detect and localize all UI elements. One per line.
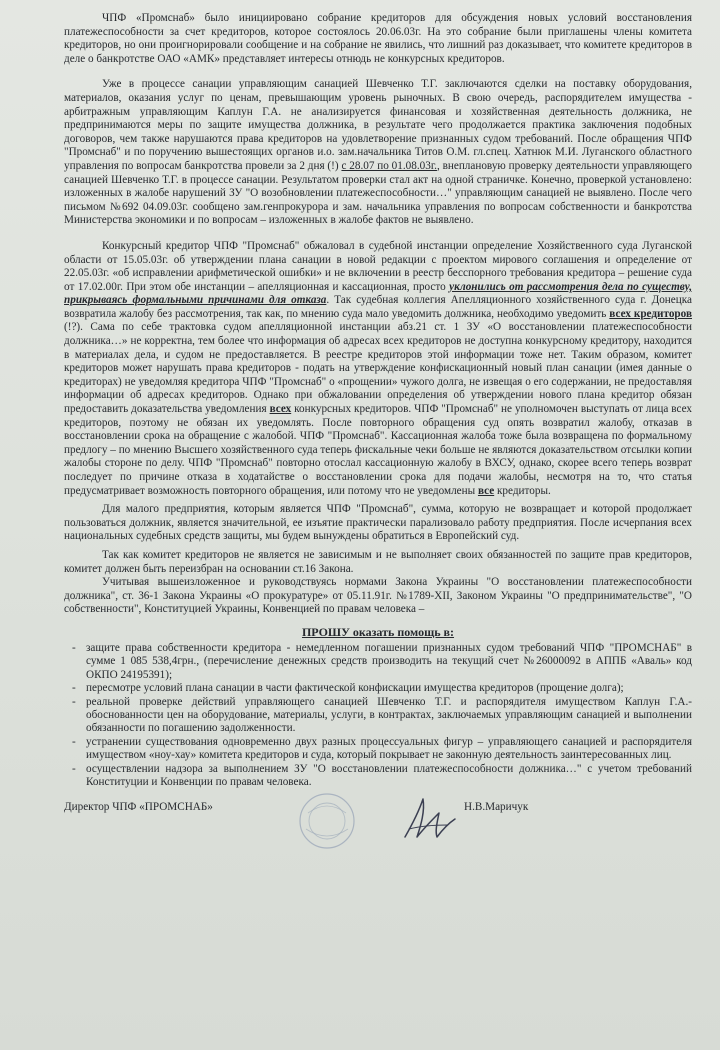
emphasis-evasion: уклонились от рассмотрения дела по существу, прикрываясь формальными причинами для отказа xyxy=(64,280,692,307)
paragraph-legal-basis: Учитывая вышеизложенное и руководствуясь нормами Закона Украины "О восстановлении платежеспособности должника", ст. 36-1 Закона Украины «О прокуратуре» от 05.11.91г. №1789-XII, Законом Украины "О предпринимательстве", "О собственности", Конституцией Украины, Конвенцией по правам человека – xyxy=(64,576,692,616)
text-segment: кредиторы. xyxy=(494,484,551,497)
request-title: ПРОШУ оказать помощь в: xyxy=(301,624,455,639)
text-segment: (!?). Сама по себе трактовка судом апелляционной инстанции абз.21 ст. 1 ЗУ «О восстановлении платежеспособности должника…» не корректна, тем более что информация об адресах всех кредиторов не доступна конкурсному кредитору, находится в материалах дела, и судом не предоставляется. В реестре кредиторов этой информации тоже нет. Таким образом, комитет кредиторов может нарушать права кредиторов - подать на утверждение конфискационный новый план санации (имея данные о кредиторах) не уведомляя кредитора ЧПФ "Промснаб" о «прощении» чужого долга, не извещая о его содержании, не предоставляя информации об адресах кредиторов. Однако при обжаловании определения об утверждении нового плана кредитор обязан предоставить доказательства уведомления xyxy=(64,321,692,416)
emphasis-all-creditors: всех кредиторов xyxy=(609,307,692,320)
company-stamp-icon xyxy=(292,791,362,851)
inspection-dates: с 28.07 по 01.08.03г. xyxy=(341,159,437,172)
paragraph-creditors-meeting: ЧПФ «Промснаб» было инициировано собрание кредиторов для обсуждения новых условий восстановления платежеспособности за счет кредиторов, которое состоялось 20.06.03г. На это собрание были приглашены члены комитета кредиторов, но они проигнорировали сообщение и на собрание не явились, что лишний раз доказывает, что комитете кредиторов в деле о банкротстве ОАО «АМК» представляет интересы отнюдь не конкурсных кредиторов. xyxy=(64,12,692,65)
signature-block xyxy=(64,797,692,857)
request-item: - осуществлении надзора за выполнением ЗУ "О восстановлении платежеспособности должника…" с учетом требований Конституции и Конвенции по правам человека. xyxy=(86,763,692,790)
request-item: - защите права собственности кредитора - немедленном погашении признанных судом требований ЧПФ "ПРОМСНАБ" в сумме 1 085 538,4грн., (перечисление денежных средств производить на текущий счет №26000092 в АППБ «Аваль» код ОКПО 24195391); xyxy=(86,642,692,682)
text-segment: Уже в процессе санации управляющим санацией Шевченко Т.Г. заключаются сделки на поставку оборудования, материалов, оказания услуг по ценам, превышающим уровень рыночных. В свою очередь, распорядителем имущества - арбитражным управляющим Каплун Г.А. не анализируется финансовая и хозяйственная деятельность должника, не предпринимаются меры по защите имущества должника, в результате чего продолжается практика заключения подобных договоров, чем также нарушаются права кредиторов на удовлетворение признанных судом требований. После обращения ЧПФ "Промснаб" и по поручению вышестоящих органов и.о. зам.начальника Титов О.М. гл.спец. Хатнюк М.И. Луганского областного управления по вопросам банкротства провели за 2 дня (!) xyxy=(64,78,692,172)
text-segment: . Так судебная коллегия Апелляционного хозяйственного суда г. Донецка возвратила жалобу без рассмотрения, так как, по мнению суда мало уведомить должника, необходимо уведомить xyxy=(64,294,692,320)
director-name: Н.В.Маричук xyxy=(464,801,529,814)
paragraph-small-enterprise: Для малого предприятия, которым является ЧПФ "Промснаб", сумма, которую не возвращает и которой продолжает пользоваться должник, является значительной, ее изъятие практически парализовало работу предприятия. После исчерпания всех национальных судебных средств защиты, мы будем вынуждены обратиться в Европейский суд. xyxy=(64,503,692,543)
paragraph-committee-reelection: Так как комитет кредиторов не является не зависимым и не выполняет своих обязанностей по защите прав кредиторов, комитет должен быть переизбран на основании ст.16 Закона. xyxy=(64,548,692,575)
request-list xyxy=(64,642,692,789)
paragraph-sanation-deals xyxy=(64,78,692,228)
request-item: - устранении существования одновременно двух разных процессуальных фигур – управляющего санацией и распорядителя имуществом «ноу-хау» комитета кредиторов и суда, который покрывает не законную деятельность заинтересованных лиц. xyxy=(86,736,692,763)
director-position: Директор ЧПФ «ПРОМСНАБ» xyxy=(64,801,213,814)
request-item: - пересмотре условий плана санации в части фактической конфискации имущества кредиторов (прощение долга); xyxy=(86,682,692,695)
text-segment: конкурсных кредиторов. ЧПФ "Промснаб" не уполномочен выступать от лица всех кредиторов, поэтому не обязан их уведомлять. После повторного обращения суд опять возвратил жалобу, отказав в восстановлении срока на обращение с жалобой. ЧПФ "Промснаб". Кассационная жалоба тоже была возвращена по формальному предлогу – по мнению Высшего хозяйственного суда теперь фискальные чеки больше не являются доказательством отсылки копии жалобы стороне по делу. ЧПФ "Промснаб" повторно отослал кассационную жалобу в ВХСУ, однако, скорее всего теперь возврат последует по причине отказа в ходатайстве о восстановлении срока для подачи жалобы, несмотря на то, что статья предусматривает возможность повторного обращения, или потому что не уведомлены xyxy=(64,403,692,497)
handwritten-signature-icon xyxy=(399,793,459,845)
emphasis-all-2: все xyxy=(477,484,495,497)
text-segment: Конкурсный кредитор ЧПФ "Промснаб" обжаловал в судебной инстанции определение Хозяйственного суда Луганской области от 15.05.03г. об утверждении плана санации в новой редакции с проектом мирового соглашения и определение от 22.05.03г. «об исправлении арифметической ошибки» и не включении в реестр бесспорного требования кредитора – решение суда от 17.02.00г. При этом обе инстанции – апелляционная и кассационная, просто xyxy=(64,239,692,293)
emphasis-all: всех xyxy=(269,403,292,416)
text-segment: , внеплановую проверку деятельности управляющего санацией Шевченко Т.Г. в процессе санации. Результатом проверки стал акт на одной страничке. Конечно, проверкой установлено: изложенных в жалобе нарушений ЗУ "О возобновлении платежеспособности…" управляющим санацией не выявлено. После чего письмом №692 04.09.03г. сообщено зам.генпрокурора и зам. начальника управления по вопросам собственности и банкротства Министерства экономики и по вопросам – изложенных в жалобе фактов не выявлено. xyxy=(64,159,692,227)
request-item: - реальной проверке действий управляющего санацией Шевченко Т.Г. и распорядителя имуществом Каплун Г.А.- обоснованности цен на оборудование, материалы, услуги, в контрактах, заключаемых управляющим санацией и выполнении обязанности по погашению задолженности. xyxy=(86,696,692,736)
paragraph-court-appeal xyxy=(64,240,692,498)
